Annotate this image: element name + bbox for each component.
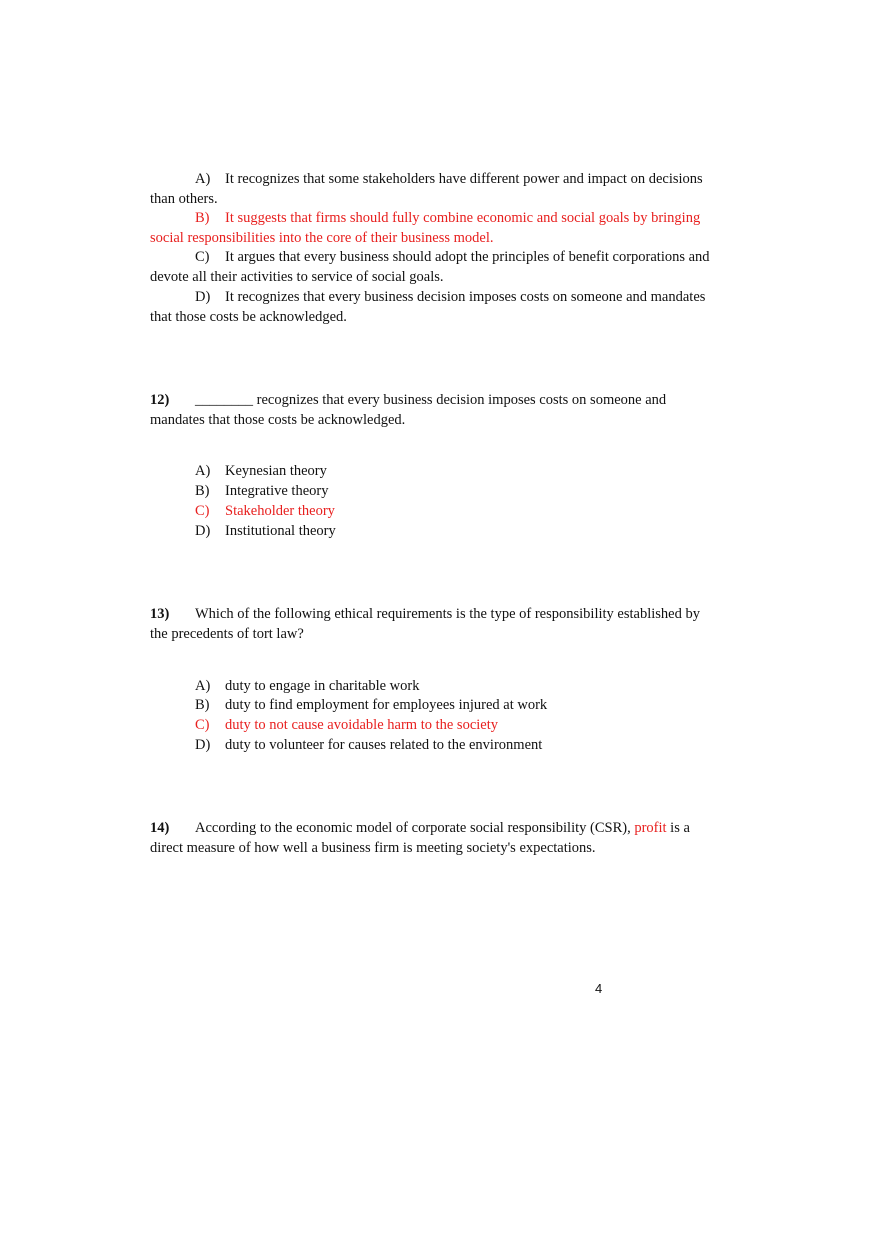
q13-option-b: B) duty to find employment for employees injured at work (195, 697, 548, 713)
q12-option-d: D) Institutional theory (195, 523, 336, 539)
q11-option-d: D) It recognizes that every business decision imposes costs on someone and mandates that those costs be acknowledged. (150, 289, 706, 325)
q13-option-a: A) duty to engage in charitable work (195, 678, 420, 694)
q13-option-c: C) duty to not cause avoidable harm to the society (195, 717, 499, 733)
q12-stem: 12) ________ recognizes that every business decision imposes costs on someone and mandates that those costs be acknowledged. (150, 392, 667, 428)
q13-option-d: D) duty to volunteer for causes related to the environment (195, 737, 543, 753)
q12-option-b: B) Integrative theory (195, 483, 329, 499)
q11-option-c: C) It argues that every business should adopt the principles of benefit corporations and devote all their activities to service of social goals. (150, 249, 710, 285)
q13-stem: 13) Which of the following ethical requirements is the type of responsibility established by the precedents of tort law? (150, 606, 700, 642)
page-number: 4 (595, 981, 603, 996)
q11-option-a: A) It recognizes that some stakeholders have different power and impact on decisions than others. (150, 171, 703, 207)
q14-stem: 14) According to the economic model of corporate social responsibility (CSR), profit is a direct measure of how well a business firm is meeting society's expectations. (150, 820, 690, 856)
q14-answer-highlight: profit (634, 820, 667, 836)
q11-option-b: B) It suggests that firms should fully combine economic and social goals by bringing social responsibilities into the core of their business model. (150, 210, 701, 246)
q12-option-c: C) Stakeholder theory (195, 503, 335, 519)
q12-option-a: A) Keynesian theory (195, 463, 327, 479)
